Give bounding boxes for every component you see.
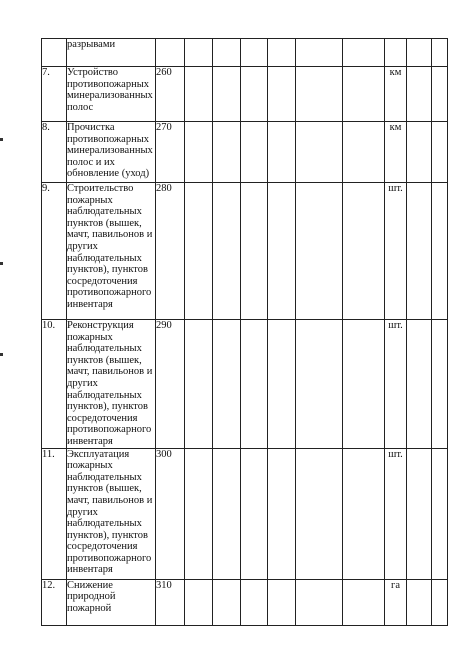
- unit-cell: км: [385, 122, 407, 183]
- row-number: 12.: [42, 579, 67, 625]
- empty-cell: [213, 320, 241, 449]
- empty-cell: [185, 67, 213, 122]
- line-code: 270: [156, 122, 185, 183]
- empty-cell: [407, 320, 432, 449]
- empty-cell: [185, 122, 213, 183]
- empty-cell: [343, 67, 385, 122]
- empty-cell: [407, 122, 432, 183]
- unit-cell: км: [385, 67, 407, 122]
- empty-cell: [241, 39, 268, 67]
- line-code: 280: [156, 183, 185, 320]
- empty-cell: [343, 320, 385, 449]
- row-number: 9.: [42, 183, 67, 320]
- unit-cell: [385, 39, 407, 67]
- empty-cell: [296, 67, 343, 122]
- empty-cell: [268, 39, 296, 67]
- empty-cell: [432, 67, 448, 122]
- empty-cell: [407, 579, 432, 625]
- empty-cell: [268, 448, 296, 579]
- empty-cell: [241, 448, 268, 579]
- measure-name: Прочистка противопожарных минерализованных полос и их обновление (уход): [67, 122, 156, 183]
- row-number: [42, 39, 67, 67]
- empty-cell: [296, 579, 343, 625]
- scan-mark: [0, 262, 3, 265]
- row-number: 7.: [42, 67, 67, 122]
- measure-name: Устройство противопожарных минерализованных полос: [67, 67, 156, 122]
- table-row: [42, 183, 448, 320]
- measure-name: Эксплуатация пожарных наблюдательных пунктов (вышек, мачт, павильонов и других наблюдательных пунктов), пунктов сосредоточения противопожарного инвентаря: [67, 448, 156, 579]
- empty-cell: [343, 579, 385, 625]
- empty-cell: [296, 122, 343, 183]
- empty-cell: [241, 67, 268, 122]
- empty-cell: [268, 183, 296, 320]
- empty-cell: [432, 579, 448, 625]
- empty-cell: [185, 448, 213, 579]
- empty-cell: [432, 122, 448, 183]
- empty-cell: [407, 67, 432, 122]
- empty-cell: [296, 39, 343, 67]
- empty-cell: [343, 183, 385, 320]
- empty-cell: [185, 579, 213, 625]
- table-row: [42, 579, 448, 625]
- row-number: 10.: [42, 320, 67, 449]
- empty-cell: [213, 183, 241, 320]
- empty-cell: [268, 320, 296, 449]
- table-row: [42, 39, 448, 67]
- empty-cell: [185, 320, 213, 449]
- line-code: [156, 39, 185, 67]
- empty-cell: [407, 183, 432, 320]
- table-row: [42, 320, 448, 449]
- unit-cell: шт.: [385, 183, 407, 320]
- empty-cell: [432, 39, 448, 67]
- table-row: [42, 67, 448, 122]
- line-code: 290: [156, 320, 185, 449]
- empty-cell: [296, 448, 343, 579]
- unit-cell: га: [385, 579, 407, 625]
- empty-cell: [343, 448, 385, 579]
- empty-cell: [213, 39, 241, 67]
- empty-cell: [432, 183, 448, 320]
- empty-cell: [407, 39, 432, 67]
- empty-cell: [213, 579, 241, 625]
- row-number: 8.: [42, 122, 67, 183]
- empty-cell: [343, 39, 385, 67]
- empty-cell: [268, 122, 296, 183]
- empty-cell: [343, 122, 385, 183]
- unit-cell: шт.: [385, 448, 407, 579]
- measure-name: Снижение природной пожарной: [67, 579, 156, 625]
- empty-cell: [241, 320, 268, 449]
- empty-cell: [213, 67, 241, 122]
- measure-name: разрывами: [67, 39, 156, 67]
- table-row: [42, 122, 448, 183]
- empty-cell: [213, 448, 241, 579]
- line-code: 300: [156, 448, 185, 579]
- empty-cell: [432, 448, 448, 579]
- empty-cell: [268, 579, 296, 625]
- empty-cell: [185, 39, 213, 67]
- line-code: 310: [156, 579, 185, 625]
- empty-cell: [407, 448, 432, 579]
- measure-name: Строительство пожарных наблюдательных пунктов (вышек, мачт, павильонов и других наблюдательных пунктов), пунктов сосредоточения противопожарного инвентаря: [67, 183, 156, 320]
- measure-name: Реконструкция пожарных наблюдательных пунктов (вышек, мачт, павильонов и других наблюдательных пунктов), пунктов сосредоточения противопожарного инвентаря: [67, 320, 156, 449]
- empty-cell: [241, 122, 268, 183]
- unit-cell: шт.: [385, 320, 407, 449]
- empty-cell: [432, 320, 448, 449]
- empty-cell: [268, 67, 296, 122]
- empty-cell: [213, 122, 241, 183]
- empty-cell: [296, 320, 343, 449]
- empty-cell: [241, 579, 268, 625]
- scan-mark: [0, 138, 3, 141]
- row-number: 11.: [42, 448, 67, 579]
- table-row: [42, 448, 448, 579]
- empty-cell: [185, 183, 213, 320]
- scan-mark: [0, 353, 3, 356]
- fire-measures-table: [41, 38, 448, 626]
- line-code: 260: [156, 67, 185, 122]
- empty-cell: [241, 183, 268, 320]
- empty-cell: [296, 183, 343, 320]
